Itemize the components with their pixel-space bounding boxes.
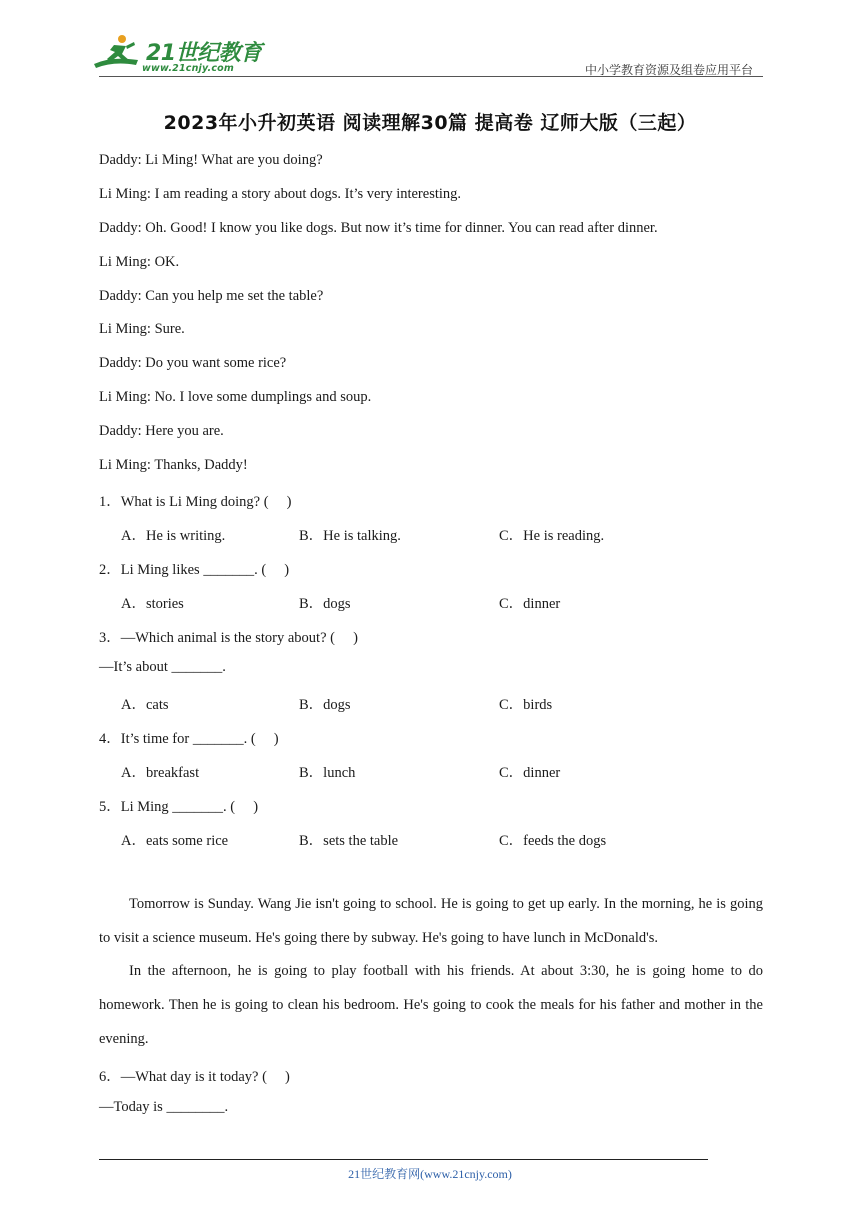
question-3-answer-line: —It’s about _______. bbox=[99, 659, 226, 675]
q5-option-b[interactable]: B．sets the table bbox=[299, 833, 399, 849]
footer-divider bbox=[99, 1159, 708, 1160]
q2-option-a[interactable]: A．stories bbox=[121, 596, 184, 612]
question-5: 5．Li Ming _______. ( ) bbox=[99, 799, 259, 815]
page-header bbox=[0, 0, 860, 80]
logo-text: 21世纪教育 bbox=[146, 41, 262, 66]
dialogue-line: Daddy: Here you are. bbox=[99, 423, 224, 439]
passage-paragraph: In the afternoon, he is going to play football with his friends. At about 3:30, he is going home to do homework. Then he is going to clean his bedroom. He's going to cook the meals for his father and mother in the evening. bbox=[99, 963, 763, 1047]
header-platform-text: 中小学教育资源及组卷应用平台 bbox=[584, 63, 753, 77]
dialogue-line: Li Ming: Thanks, Daddy! bbox=[99, 457, 248, 473]
q3-option-a[interactable]: A．cats bbox=[121, 697, 169, 713]
q3-option-c[interactable]: C．birds bbox=[499, 697, 553, 713]
page-title: 2023年小升初英语 阅读理解30篇 提高卷 辽师大版（三起） bbox=[163, 112, 697, 134]
q3-option-b[interactable]: B．dogs bbox=[299, 697, 351, 713]
question-3: 3．—Which animal is the story about? ( ) bbox=[99, 630, 358, 646]
dialogue-line: Daddy: Can you help me set the table? bbox=[99, 288, 324, 304]
passage-paragraph: Tomorrow is Sunday. Wang Jie isn't going to school. He is going to get up early. In the morning, he is going to visit a science museum. He's going there by subway. He's going to have lunch in McDonald's. bbox=[99, 896, 763, 946]
logo-url: www.21cnjy.com bbox=[142, 63, 234, 74]
dialogue-line: Li Ming: I am reading a story about dogs. It’s very interesting. bbox=[99, 186, 462, 202]
question-6: 6．—What day is it today? ( ) bbox=[99, 1069, 290, 1085]
dialogue-line: Li Ming: No. I love some dumplings and soup. bbox=[99, 389, 372, 405]
dialogue-line: Daddy: Do you want some rice? bbox=[99, 355, 287, 371]
footer-link[interactable]: 21世纪教育网(www.21cnjy.com) bbox=[348, 1167, 512, 1181]
q4-option-c[interactable]: C．dinner bbox=[499, 765, 561, 781]
q1-option-b[interactable]: B．He is talking. bbox=[299, 528, 401, 544]
q5-option-c[interactable]: C．feeds the dogs bbox=[499, 833, 607, 849]
header-divider bbox=[99, 76, 763, 77]
q1-option-a[interactable]: A．He is writing. bbox=[121, 528, 226, 544]
logo bbox=[92, 34, 262, 78]
question-2: 2．Li Ming likes _______. ( ) bbox=[99, 562, 290, 578]
q4-option-b[interactable]: B．lunch bbox=[299, 765, 356, 781]
question-6-answer-line: —Today is ________. bbox=[99, 1099, 229, 1115]
dialogue-line: Li Ming: Sure. bbox=[99, 321, 185, 337]
dialogue-line: Daddy: Oh. Good! I know you like dogs. But now it’s time for dinner. You can read after dinner. bbox=[99, 220, 658, 236]
question-1: 1．What is Li Ming doing? ( ) bbox=[99, 494, 292, 510]
dialogue-line: Daddy: Li Ming! What are you doing? bbox=[99, 152, 323, 168]
q1-option-c[interactable]: C．He is reading. bbox=[499, 528, 605, 544]
runner-logo-icon bbox=[92, 34, 144, 74]
dialogue-line: Li Ming: OK. bbox=[99, 254, 180, 270]
q2-option-c[interactable]: C．dinner bbox=[499, 596, 561, 612]
q5-option-a[interactable]: A．eats some rice bbox=[121, 833, 229, 849]
q2-option-b[interactable]: B．dogs bbox=[299, 596, 351, 612]
q4-option-a[interactable]: A．breakfast bbox=[121, 765, 200, 781]
question-4: 4．It’s time for _______. ( ) bbox=[99, 731, 279, 747]
